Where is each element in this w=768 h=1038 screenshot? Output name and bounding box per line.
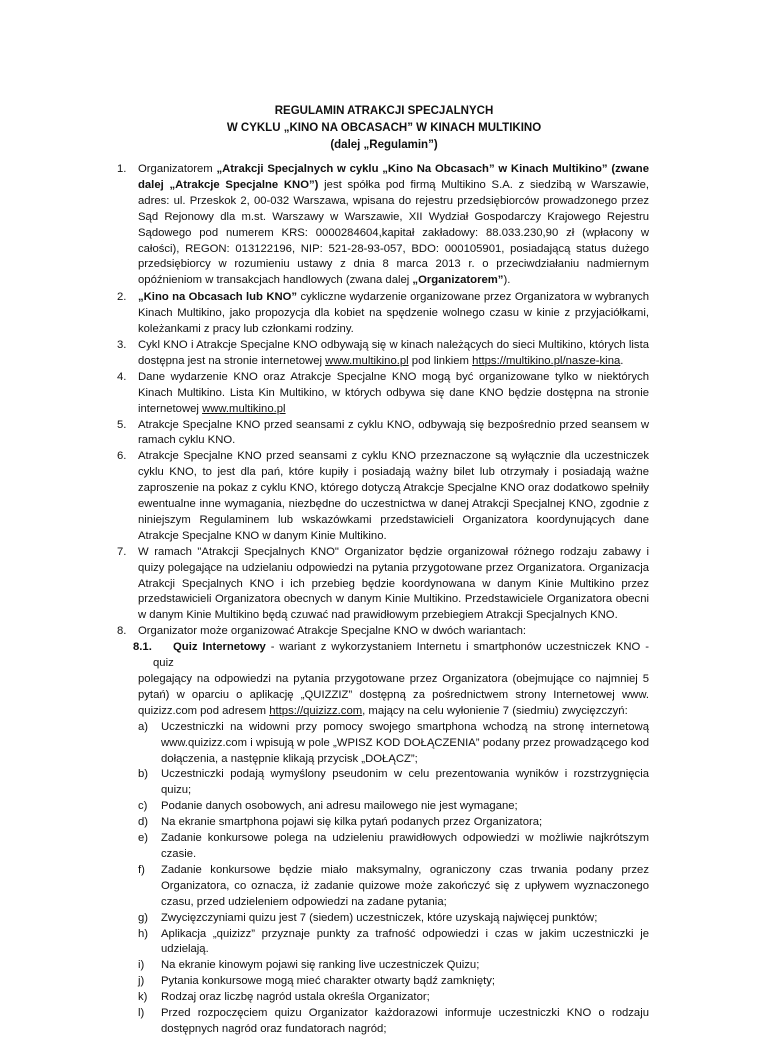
paragraph-number: 3. xyxy=(117,338,127,351)
paragraph-1: 1. Organizatorem „Atrakcji Specjalnych w cyklu „Kino Na Obcasach” w Kinach Multikino” (zwane dalej „Atrakcje Specjalne KNO”) jest spółka pod firmą Multikino S.A. z siedzibą w Warszawie, adres: ul. Przeskok 2, 00-032 Warszawa, wpisana do rejestru przedsiębiorców prowadzonego przez Sąd Rejonowy dla m.st. Warszawy w Warszawie, XII Wydział Gospodarczy Krajowego Rejestru Sądowego pod numerem KRS: 0000284604,kapitał zakładowy: 88.033.230,90 zł (wpłacony w całości), REGON: 013122196, NIP: 521-28-93-057, BDO: 000105901, posiadającą status dużego przedsiębiorcy w rozumieniu ustawy z dnia 8 marca 2013 r. o przeciwdziałaniu nadmiernym opóźnieniom w transakcjach handlowych (zwana dalej „Organizatorem”). xyxy=(117,163,649,287)
subsection-8-1-body: polegający na odpowiedzi na pytania przygotowane przez Organizatora (obejmujące co najmniej 5 pytań) w oparciu o aplikację „QUIZZIZ” dostępną za pośrednictwem strony Internetowej www. quizizz.com pod adresem https://quizizz.com, mający na celu wyłonienie 7 (siedmiu) zwycięzczyń: xyxy=(138,673,649,717)
list-item-f: f) Zadanie konkursowe będzie miało maksymalny, ograniczony czas trwania podany przez Organizatora, co oznacza, iż zadanie quizowe może zakończyć się z upływem wyznaczonego czasu, przed udzieleniem odpowiedzi na zadane pytania; xyxy=(138,863,649,908)
paragraph-6: 6. Atrakcje Specjalne KNO przed seansami z cyklu KNO przeznaczone są wyłącznie dla uczestniczek cyklu KNO, to jest dla pań, które kupiły i posiadają ważny bilet lub otrzymały i posiadają ważne zaproszenie na pokaz z cyklu KNO, którego dotyczą Atrakcje Specjalne KNO oraz dodatkowo spełniły ewentualne inne wymagania, niezbędne do uczestnictwa w danej Atrakcji Specjalnej KNO, zgodnie z niniejszym Regulaminem lub wskazówkami przedstawicieli Organizatora koordynujących dane Atrakcje Specjalne KNO w danym Kinie Multikino. xyxy=(117,450,649,542)
paragraph-number: 2. xyxy=(117,291,127,304)
paragraph-number: 8. xyxy=(117,625,127,638)
list-item-d: d) Na ekranie smartphona pojawi się kilka pytań podanych przez Organizatora; xyxy=(117,815,649,831)
list-item-h: h) Aplikacja „quizizz” przyznaje punkty za trafność odpowiedzi i czas w jakim uczestniczki je udzielają. xyxy=(138,927,649,956)
list-item-j: j) Pytania konkursowe mogą mieć charakter otwarty bądź zamknięty; xyxy=(117,974,649,990)
list-letter: l) xyxy=(138,1007,145,1020)
list-letter: j) xyxy=(138,975,145,988)
title-line-2: W CYKLU „KINO NA OBCASACH” W KINACH MULTIKINO xyxy=(226,122,542,134)
paragraph-4: 4. Dane wydarzenie KNO oraz Atrakcje Specjalne KNO mogą być organizowane tylko w niektórych Kinach Multikino. Lista Kin Multikino, w których odbywa się dane KNO będzie dostępna na stronie internetowej www.multikino.pl xyxy=(117,370,649,415)
title-line-3: (dalej „Regulamin”) xyxy=(330,139,438,151)
list-letter: i) xyxy=(138,959,145,972)
list-item-g: g) Zwycięzczyniami quizu jest 7 (siedem) uczestniczek, które uzyskają najwięcej punktów; xyxy=(117,911,649,927)
paragraph-number: 5. xyxy=(117,418,127,431)
regulation-body xyxy=(117,162,649,1038)
paragraph-7: 7. W ramach "Atrakcji Specjalnych KNO" Organizator będzie organizował różnego rodzaju zabawy i quizy polegające na udzielaniu odpowiedzi na pytania przygotowane przez Organizatora. Organizacja Atrakcji Specjalnych KNO i ich przebieg będzie koordynowana w danym Kinie Multikino przez przedstawicieli Organizatora obecnych w danym Kinie Multikino. Przedstawiciele Organizatora obecni w danym Kinie Multikino będą czuwać nad prawidłowym przebiegiem Atrakcji Specjalnych KNO. xyxy=(117,545,649,622)
quizizz-link[interactable]: https://quizizz.com xyxy=(269,704,363,717)
list-item-c: c) Podanie danych osobowych, ani adresu mailowego nie jest wymagane; xyxy=(117,799,649,815)
subsection-8-1-heading: 8.1. Quiz Internetowy - wariant z wykorzystaniem Internetu i smartphonów uczestniczek KNO - quiz xyxy=(133,641,649,670)
list-item-l: l) Przed rozpoczęciem quizu Organizator każdorazowi informuje uczestniczki KNO o rodzaju dostępnych nagród oraz fundatorach nagród; xyxy=(138,1007,649,1035)
paragraph-5: 5. Atrakcje Specjalne KNO przed seansami z cyklu KNO, odbywają się bezpośrednio przed seansem w ramach cyklu KNO. xyxy=(117,418,649,447)
multikino-link[interactable]: www.multikino.pl xyxy=(202,402,286,415)
paragraph-number: 6. xyxy=(117,450,127,463)
list-item-b: b) Uczestniczki podają wymyślony pseudonim w celu prezentowania wyników i rozstrzygnięcia quizu; xyxy=(138,768,649,797)
paragraph-number: 4. xyxy=(117,370,127,383)
paragraph-number: 7. xyxy=(117,545,127,558)
list-letter: h) xyxy=(138,927,149,940)
list-item-e: e) Zadanie konkursowe polega na udzieleniu prawidłowych odpowiedzi w możliwie najkrótszym czasie. xyxy=(138,832,649,860)
list-item-i: i) Na ekranie kinowym pojawi się ranking live uczestniczek Quizu; xyxy=(117,958,649,974)
list-letter: d) xyxy=(138,816,149,829)
list-letter: f) xyxy=(138,863,145,876)
document-title xyxy=(0,103,768,154)
list-letter: e) xyxy=(138,832,149,845)
list-letter: k) xyxy=(138,991,148,1004)
list-letter: c) xyxy=(138,800,148,813)
paragraph-number: 1. xyxy=(117,163,127,175)
title-line-1: REGULAMIN ATRAKCJI SPECJALNYCH xyxy=(274,105,494,117)
list-letter: b) xyxy=(138,768,149,781)
list-letter: a) xyxy=(138,720,149,733)
multikino-link[interactable]: www.multikino.pl xyxy=(325,354,409,367)
subsection-number: 8.1. xyxy=(133,641,152,654)
paragraph-3: 3. Cykl KNO i Atrakcje Specjalne KNO odbywają się w kinach należących do sieci Multikino, których lista dostępna jest na stronie internetowej www.multikino.pl pod linkiem https://multikino.pl/nasze-kina. xyxy=(117,338,649,367)
paragraph-8: 8. Organizator może organizować Atrakcje Specjalne KNO w dwóch wariantach: xyxy=(117,624,649,640)
list-item-k: k) Rodzaj oraz liczbę nagród ustala określa Organizator; xyxy=(117,990,649,1006)
list-letter: g) xyxy=(138,911,149,924)
list-item-a: a) Uczestniczki na widowni przy pomocy swojego smartphona wchodzą na stronę internetową www.quizizz.com i wpisują w pole „WPISZ KOD DOŁĄCZENIA” podany przez prowadzącego kod dołączenia, a następnie klikają przycisk „DOŁĄCZ”; xyxy=(138,720,649,765)
cinemas-list-link[interactable]: https://multikino.pl/nasze-kina xyxy=(472,354,621,367)
paragraph-2: 2. „Kino na Obcasach lub KNO” cykliczne wydarzenie organizowane przez Organizatora w wybranych Kinach Multikino, jako propozycja dla kobiet na spędzenie wolnego czasu w kinie z przyjaciółkami, koleżankami z pracy lub członkami rodziny. xyxy=(117,291,649,336)
